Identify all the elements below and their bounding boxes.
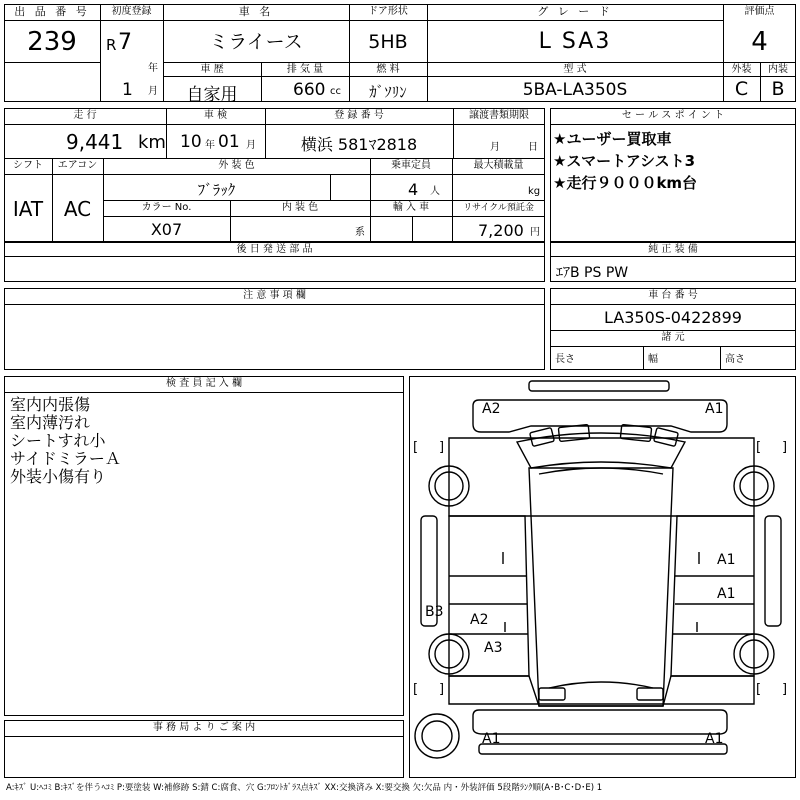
dims-width: 幅 [648, 354, 658, 365]
bracket-open: [ [413, 682, 419, 697]
chassis-number: LA350S-0422899 [604, 308, 742, 327]
damage-code: A1 [717, 586, 736, 602]
car-name-label: 車 名 [238, 5, 274, 18]
recycle-unit: 円 [530, 227, 540, 238]
reg-no: 横浜 581ﾏ2818 [300, 135, 418, 154]
inspector-line: 外装小傷有り [10, 467, 107, 486]
transfer-day-unit: 日 [528, 142, 538, 153]
first-reg-month-unit: 月 [148, 86, 158, 97]
selling-points-label: セ ー ル ス ポ イ ン ト [621, 110, 725, 121]
dims-label: 諸 元 [661, 332, 685, 343]
int-color-unit: 系 [355, 227, 365, 238]
selling-point-3: ★走行９０００km台 [553, 174, 698, 192]
ext-color-label: 外 装 色 [218, 160, 255, 171]
exterior-grade: C [734, 78, 749, 100]
inspection-year-unit: 年 [205, 140, 215, 151]
damage-code: A1 [482, 731, 501, 747]
displacement-unit: cc [330, 86, 341, 97]
reg-no-label: 登 録 番 号 [334, 110, 384, 121]
inspector-line: シートすれ小 [10, 431, 106, 450]
damage-code: A3 [484, 640, 503, 656]
damage-code: A2 [482, 401, 501, 417]
score: 4 [751, 27, 768, 57]
first-reg-month: 1 [122, 80, 133, 100]
inspection-month: 01 [218, 132, 240, 152]
selling-point-1: ★ユーザー買取車 [553, 130, 672, 148]
damage-code: A2 [470, 612, 489, 628]
capacity-unit: 人 [430, 186, 440, 197]
inspector-line: 室内内張傷 [10, 395, 91, 414]
dims-length: 長さ [555, 354, 575, 365]
later-parts-label: 後 日 発 送 部 品 [236, 244, 313, 255]
score-label: 評価点 [744, 6, 775, 17]
displacement-label: 排 気 量 [286, 64, 324, 75]
max-load-label: 最大積載量 [473, 160, 524, 171]
mileage-unit: km [138, 132, 166, 153]
first-reg-year: 7 [118, 30, 132, 55]
selling-point-2: ★スマートアシスト3 [553, 152, 696, 170]
bracket-close: ] [782, 440, 788, 455]
fuel-label: 燃 料 [376, 64, 400, 75]
car-diagram [409, 376, 796, 778]
inspection-year: 10 [180, 132, 202, 152]
fuel: ｶﾞｿﾘﾝ [369, 83, 407, 101]
lot-number: 239 [27, 27, 77, 57]
first-reg-year-unit: 年 [148, 63, 158, 74]
bracket-close: ] [439, 682, 445, 697]
model: 5BA-LA350S [522, 80, 628, 100]
displacement: 660 [293, 80, 326, 100]
damage-code: B3 [425, 604, 444, 620]
bracket-open: [ [756, 440, 762, 455]
aircon-label: エアコン [57, 160, 98, 171]
exterior-grade-label: 外装 [731, 64, 752, 75]
transfer-label: 譲渡書類期限 [469, 110, 529, 121]
shift: IAT [12, 197, 44, 221]
bracket-open: [ [756, 682, 762, 697]
mileage: 9,441 [66, 130, 124, 154]
recycle-label: リサイクル預託金 [463, 203, 534, 213]
recycle: 7,200 [478, 221, 524, 240]
bracket-close: ] [439, 440, 445, 455]
notes-label: 注 意 事 項 欄 [243, 290, 306, 301]
transfer-month-unit: 月 [490, 142, 500, 153]
color-no: X07 [150, 220, 183, 239]
car-name: ミライース [209, 31, 303, 53]
inspector-line: サイドミラーＡ [10, 449, 121, 468]
equipment: ｴｱB PS PW [556, 265, 629, 281]
interior-grade: B [771, 78, 785, 100]
inspector-notes [10, 396, 121, 486]
damage-code: A1 [705, 731, 724, 747]
grade-label: グ レ ー ド [537, 5, 613, 18]
color-no-label: カラー No. [141, 202, 192, 213]
model-label: 型 式 [563, 64, 587, 75]
damage-code: A1 [717, 552, 736, 568]
dims-height: 高さ [725, 354, 745, 365]
inspector-label: 検 査 員 記 入 欄 [166, 378, 242, 389]
first-reg-era: R [106, 36, 117, 54]
history-label: 車 歴 [200, 64, 224, 75]
door-label: ドア形状 [368, 6, 408, 17]
door-type: 5HB [368, 31, 408, 53]
bracket-open: [ [413, 440, 419, 455]
damage-code: A1 [705, 401, 724, 417]
lot-label: 出 品 番 号 [14, 5, 90, 18]
equipment-label: 純 正 装 備 [648, 244, 698, 255]
int-color-label: 内 装 色 [281, 202, 319, 213]
office-label: 事 務 局 よ り ご 案 内 [152, 722, 256, 733]
capacity-label: 乗車定員 [391, 160, 431, 171]
bracket-close: ] [782, 682, 788, 697]
capacity: 4 [408, 180, 419, 199]
import-label: 輸 入 車 [392, 202, 430, 213]
ext-color: ﾌﾞﾗｯｸ [197, 181, 236, 199]
mileage-label: 走 行 [73, 110, 97, 121]
inspection-month-unit: 月 [246, 140, 256, 151]
inspector-line: 室内薄汚れ [10, 413, 91, 432]
grade: L SA3 [538, 29, 612, 54]
max-load-unit: kg [528, 186, 541, 197]
first-reg-label: 初度登録 [111, 6, 152, 17]
legend: A:ｷｽﾞ U:ﾍｺﾐ B:ｷｽﾞを伴うﾍｺﾐ P:要塗装 W:補修跡 S:錆 C:腐食、穴 G:ﾌﾛﾝﾄｶﾞﾗｽ点ｷｽﾞ XX:交換済み X:要交換 欠:欠品 内・外装評価 5段階ﾗﾝｸ順(A･B･C･D･E) 1 [6, 783, 603, 793]
chassis-label: 車 台 番 号 [648, 290, 698, 301]
history: 自家用 [186, 85, 238, 105]
shift-label: シフト [13, 160, 43, 171]
interior-grade-label: 内装 [768, 64, 788, 75]
info-block [4, 108, 545, 242]
aircon: AC [63, 197, 92, 221]
inspection-label: 車 検 [203, 110, 228, 121]
